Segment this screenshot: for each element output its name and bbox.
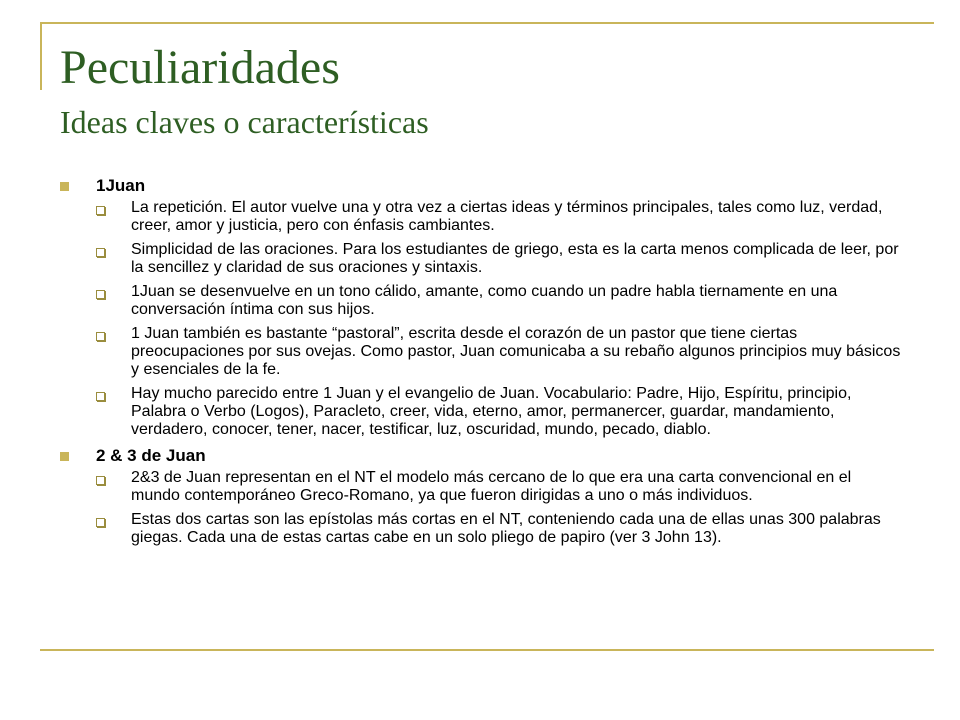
square-bullet-icon bbox=[60, 452, 69, 461]
hollow-square-bullet-icon bbox=[96, 332, 105, 341]
section-heading-text: 2 & 3 de Juan bbox=[96, 446, 206, 465]
list-item bbox=[60, 241, 910, 277]
bullet-list bbox=[60, 199, 910, 439]
section-heading bbox=[60, 445, 910, 467]
hollow-square-bullet-icon bbox=[96, 248, 105, 257]
hollow-square-bullet-icon bbox=[96, 392, 105, 401]
hollow-square-bullet-icon bbox=[96, 476, 105, 485]
slide-title bbox=[60, 41, 429, 140]
list-item bbox=[60, 385, 910, 439]
list-item bbox=[60, 511, 910, 547]
slide-content bbox=[60, 175, 910, 553]
hollow-square-bullet-icon bbox=[96, 206, 105, 215]
list-item-text: Simplicidad de las oraciones. Para los estudiantes de griego, esta es la carta menos complicada de leer, por la sencillez y claridad de sus oraciones y sintaxis. bbox=[131, 241, 899, 276]
list-item-text: Estas dos cartas son las epístolas más cortas en el NT, conteniendo cada una de ellas unas 300 palabras giegas. Cada una de estas cartas cabe en un solo pliego de papiro (ver 3 John 13). bbox=[131, 511, 881, 546]
list-item bbox=[60, 469, 910, 505]
list-item-text: Hay mucho parecido entre 1 Juan y el evangelio de Juan. Vocabulario: Padre, Hijo, Espíritu, principio, Palabra o Verbo (Logos), Paracleto, creer, vida, eterno, amor, permanercer, guardar, mandamiento, verdadero, conocer, tener, nacer, testificar, luz, oscuridad, mundo, pecado, diablo. bbox=[131, 385, 852, 438]
section-heading bbox=[60, 175, 910, 197]
list-item-text: 1Juan se desenvuelve en un tono cálido, amante, como cuando un padre habla tiernamente en una conversación íntima con sus hijos. bbox=[131, 283, 838, 318]
list-item bbox=[60, 199, 910, 235]
hollow-square-bullet-icon bbox=[96, 290, 105, 299]
title-subtitle: Ideas claves o características bbox=[60, 104, 429, 140]
section-2-3-juan bbox=[60, 445, 910, 547]
list-item bbox=[60, 283, 910, 319]
list-item-text: 1 Juan también es bastante “pastoral”, escrita desde el corazón de un pastor que tiene ciertas preocupaciones por sus ovejas. Como pastor, Juan comunicaba a su rebaño algunos principios muy básicos y esenciales de la fe. bbox=[131, 325, 901, 378]
bottom-rule bbox=[40, 649, 934, 651]
title-main: Peculiaridades bbox=[60, 41, 340, 94]
square-bullet-icon bbox=[60, 182, 69, 191]
list-item bbox=[60, 325, 910, 379]
hollow-square-bullet-icon bbox=[96, 518, 105, 527]
list-item-text: 2&3 de Juan representan en el NT el modelo más cercano de lo que era una carta convencional en el mundo contemporáneo Greco-Romano, ya que fueron dirigidas a uno o más individuos. bbox=[131, 469, 852, 504]
section-heading-text: 1Juan bbox=[96, 176, 146, 195]
bullet-list bbox=[60, 469, 910, 547]
top-rule bbox=[40, 22, 934, 24]
list-item-text: La repetición. El autor vuelve una y otra vez a ciertas ideas y términos principales, tales como luz, verdad, creer, amor y justicia, pero con énfasis cambiantes. bbox=[131, 199, 883, 234]
left-rule bbox=[40, 22, 42, 90]
section-1juan bbox=[60, 175, 910, 439]
